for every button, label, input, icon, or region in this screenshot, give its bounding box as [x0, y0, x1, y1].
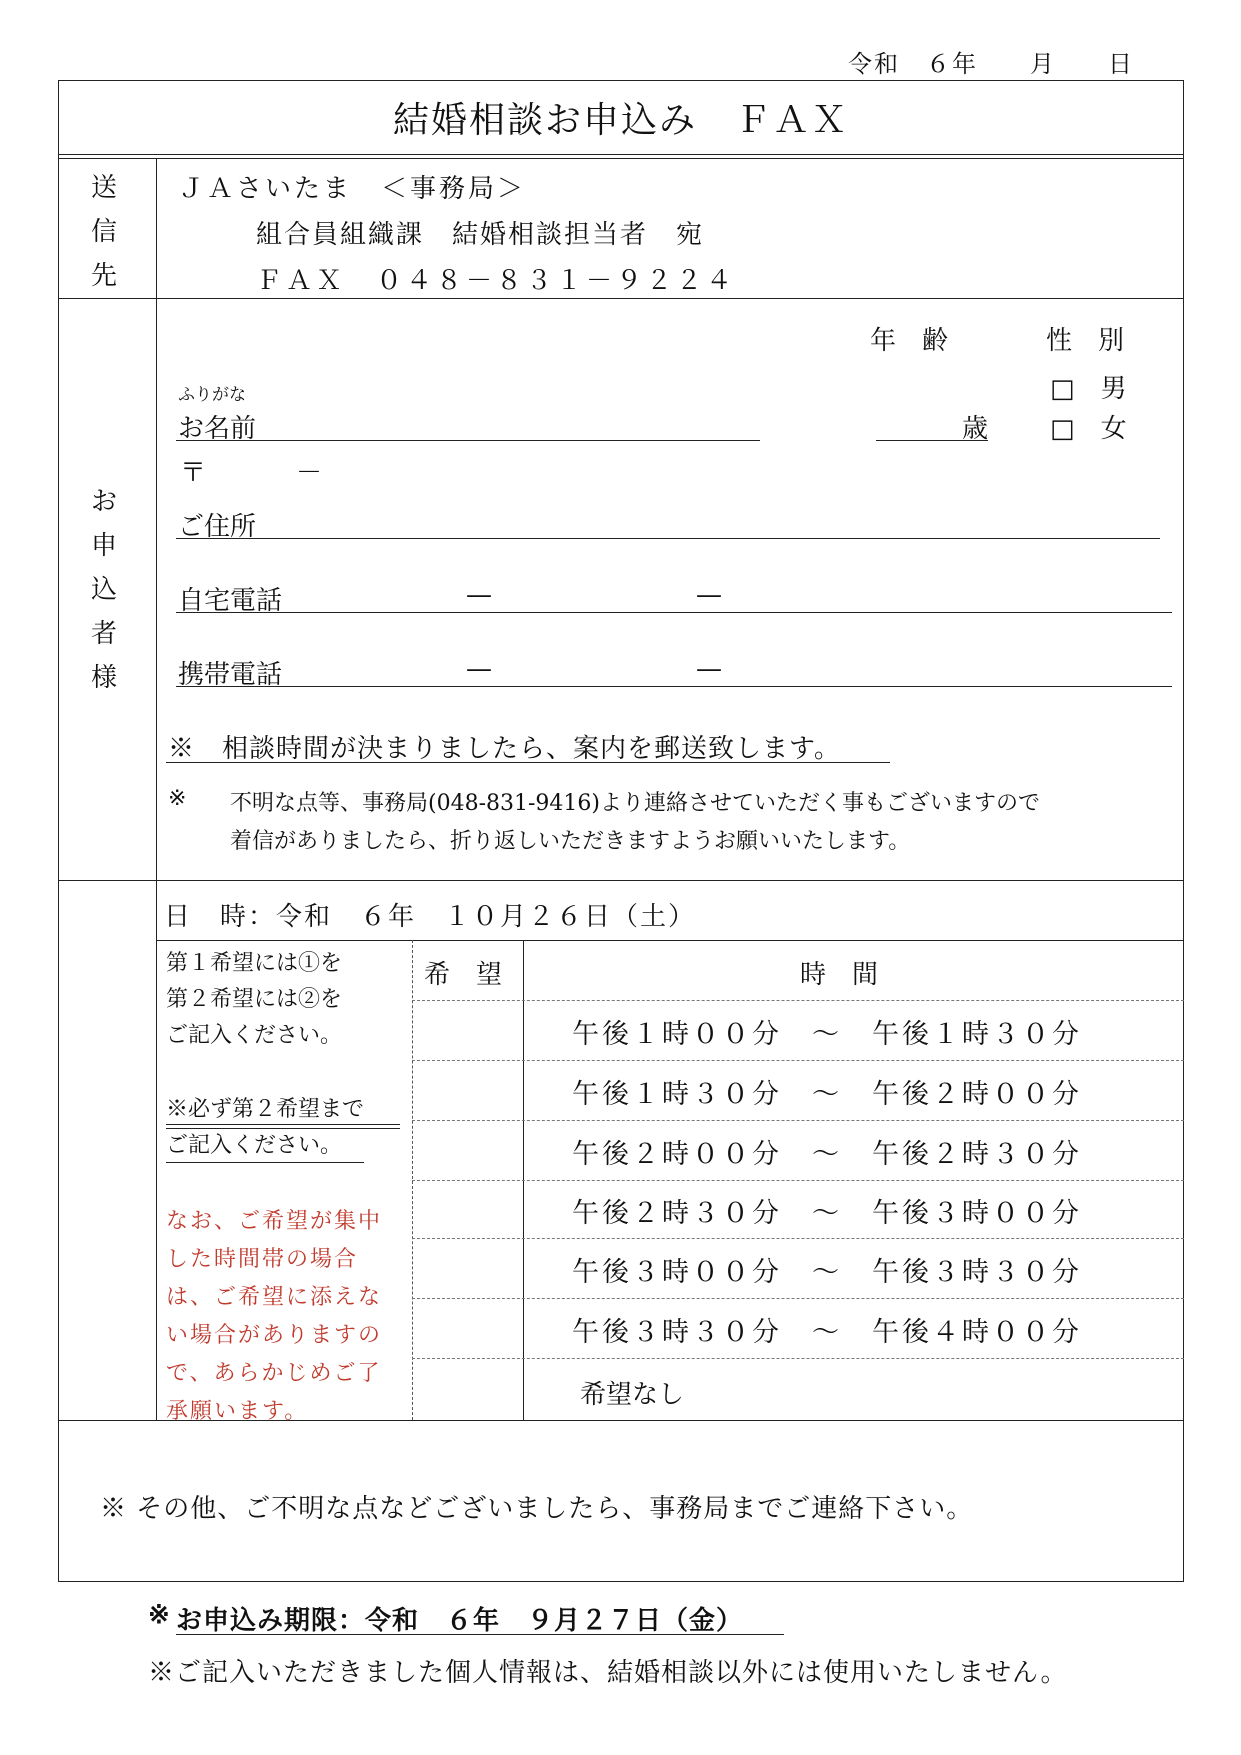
name-label: お名前	[178, 414, 257, 444]
mobile-phone-dash: —	[466, 654, 492, 684]
applicant-label-char: 込	[90, 575, 117, 605]
time-slot: 午後３時００分 ～ 午後３時３０分	[572, 1257, 1082, 1288]
must-note-line: ※必ず第２希望まで	[166, 1097, 365, 1122]
home-phone-dash: —	[696, 580, 722, 610]
address-label: ご住所	[178, 512, 257, 542]
deadline-underline	[176, 1634, 784, 1635]
slot-divider	[412, 1180, 1184, 1181]
privacy-note: ※ご記入いただきました個人情報は、結婚相談以外には使用いたしません。	[148, 1658, 1068, 1688]
slot-divider	[412, 1060, 1184, 1061]
applicant-label-char: お	[90, 487, 117, 517]
instruction-line: ご記入ください。	[166, 1023, 343, 1048]
recipient-label-char: 送	[90, 173, 117, 203]
gender-label: 性 別	[1046, 326, 1125, 356]
date-divider	[156, 940, 1184, 941]
time-slot: 午後２時３０分 ～ 午後３時００分	[572, 1198, 1082, 1229]
must-note-underline	[166, 1162, 364, 1163]
contact-note-mark: ※	[168, 786, 187, 811]
address-field[interactable]	[176, 538, 1160, 539]
slot-divider	[412, 1000, 1184, 1001]
instruction-line: 第２希望には②を	[166, 987, 343, 1012]
deadline: お申込み期限：令和 ６年 ９月２７日（金）	[176, 1606, 744, 1636]
red-note-line: は、ご希望に添えな	[166, 1285, 383, 1310]
date-line: 令和 ６年 月 日	[848, 50, 1134, 78]
recipient-divider	[58, 298, 1184, 299]
preference-cell[interactable]	[414, 1122, 522, 1178]
home-phone-label: 自宅電話	[178, 586, 283, 616]
mobile-phone-field[interactable]	[176, 686, 1172, 687]
time-slot: 午後３時３０分 ～ 午後４時００分	[572, 1317, 1082, 1348]
contact-note-line1: 不明な点等、事務局(048-831-9416)より連絡させていただく事もございますので	[230, 791, 1041, 816]
preference-cell[interactable]	[414, 1002, 522, 1058]
preference-cell[interactable]	[414, 1300, 522, 1356]
slot-divider	[412, 1358, 1184, 1359]
applicant-divider	[58, 880, 1184, 881]
recipient-org: ＪＡさいたま ＜事務局＞	[178, 174, 527, 204]
name-field[interactable]	[176, 440, 760, 441]
time-header: 時 間	[800, 960, 879, 990]
title-divider	[58, 154, 1184, 155]
contact-note: ※ その他、ご不明な点などございましたら、事務局までご連絡下さい。	[100, 1494, 974, 1524]
red-note-line: い場合がありますの	[166, 1323, 383, 1348]
gender-female-checkbox[interactable]: □ 女	[1050, 414, 1127, 444]
no-preference: 希望なし	[580, 1380, 685, 1410]
preference-header: 希 望	[424, 960, 503, 990]
preference-cell[interactable]	[414, 1360, 522, 1418]
must-note-underline	[166, 1124, 400, 1125]
red-note-line: した時間帯の場合	[166, 1247, 359, 1272]
time-slot: 午後１時００分 ～ 午後１時３０分	[572, 1019, 1082, 1050]
contact-note-line2: 着信がありましたら、折り返しいただきますようお願いいたします。	[230, 829, 911, 854]
deadline-mark: ※	[148, 1600, 170, 1630]
preference-cell[interactable]	[414, 1240, 522, 1296]
mailing-note-underline	[166, 762, 890, 763]
red-note-line: なお、ご希望が集中	[166, 1209, 383, 1234]
mobile-phone-label: 携帯電話	[178, 660, 283, 690]
red-note-line: 承願います。	[166, 1399, 309, 1424]
must-note-underline	[166, 1128, 400, 1129]
slot-divider	[412, 1120, 1184, 1121]
gender-male-checkbox[interactable]: □ 男	[1050, 374, 1127, 404]
age-unit: 歳	[962, 414, 989, 444]
consultation-date: 日 時：令和 ６年 １０月２６日（土）	[164, 902, 697, 932]
mailing-note: ※ 相談時間が決まりましたら、案内を郵送致します。	[168, 734, 841, 764]
title-divider-double	[58, 158, 1184, 159]
age-label: 年 齢	[870, 326, 949, 356]
mobile-phone-dash: —	[696, 654, 722, 684]
applicant-label-char: 申	[90, 531, 117, 561]
postal-mark: 〒	[180, 458, 207, 488]
home-phone-dash: —	[466, 580, 492, 610]
preference-cell[interactable]	[414, 1062, 522, 1118]
red-note-line: で、あらかじめご了	[166, 1361, 382, 1386]
home-phone-field[interactable]	[176, 612, 1172, 613]
recipient-label-char: 先	[90, 261, 117, 291]
preference-cell[interactable]	[414, 1182, 522, 1236]
time-slot: 午後２時００分 ～ 午後２時３０分	[572, 1139, 1082, 1170]
slot-divider	[412, 1298, 1184, 1299]
instruction-line: 第１希望には①を	[166, 951, 343, 976]
slot-divider	[412, 1238, 1184, 1239]
label-column-divider	[156, 158, 157, 1420]
time-slot: 午後１時３０分 ～ 午後２時００分	[572, 1079, 1082, 1110]
schedule-divider	[58, 1420, 1184, 1421]
recipient-label-char: 信	[90, 217, 117, 247]
furigana-label: ふりがな	[178, 385, 246, 405]
must-note-line: ご記入ください。	[166, 1133, 343, 1158]
form-title: 結婚相談お申込み ＦＡＸ	[392, 100, 849, 141]
recipient-dept: 組合員組織課 結婚相談担当者 宛	[256, 220, 705, 250]
postal-dash: －	[296, 458, 323, 488]
applicant-label-char: 者	[90, 619, 117, 649]
recipient-fax: ＦＡＸ ０４８－８３１－９２２４	[256, 266, 737, 296]
applicant-label-char: 様	[90, 663, 117, 693]
